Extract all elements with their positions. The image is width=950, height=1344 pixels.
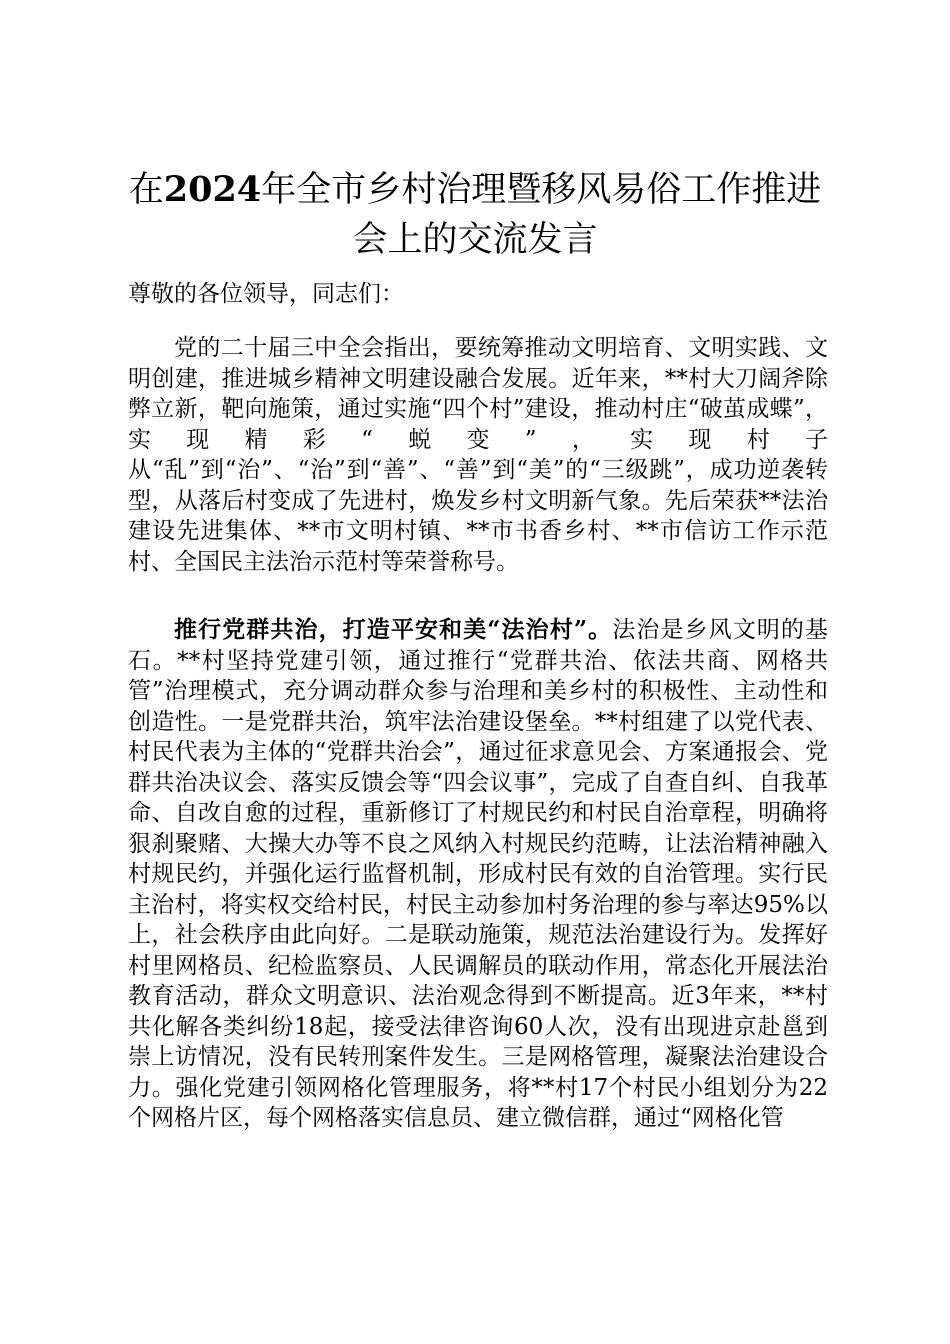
paragraph-rule-of-law bbox=[128, 615, 828, 1134]
title-year: 2024 bbox=[163, 169, 262, 210]
title-suffix: 年全市乡村治理暨移风易俗工作推进会上的交流发言 bbox=[261, 170, 822, 260]
paragraph-heading: 推行党群共治，打造平安和美“法治村”。 bbox=[174, 616, 613, 643]
paragraph-text: 党的二十届三中全会指出，要统筹推动文明培育、文明实践、文明创建，推进城乡精神文明建设融合发展。近年来，**村大刀阔斧除弊立新，靶向施策，通过实施“四个村”建设，推动村庄“破茧成蝶”，实现精彩“蜕变”，实现村子从“乱”到“治”、“治”到“善”、“善”到“美”的“三级跳”，成功逆袭转型，从落后村变成了先进村，焕发乡村文明新气象。先后荣获**法治建设先进集体、**市文明村镇、**市书香乡村、**市信访工作示范村、全国民主法治示范村等荣誉称号。 bbox=[128, 335, 828, 575]
title-prefix: 在 bbox=[128, 170, 164, 210]
paragraph-intro bbox=[128, 333, 828, 577]
paragraph-text: 法治是乡风文明的基石。**村坚持党建引领，通过推行“党群共治、依法共商、网格共管”治理模式，充分调动群众参与治理和美乡村的积极性、主动性和创造性。一是党群共治，筑牢法治建设堡垒。**村组建了以党代表、村民代表为主体的“党群共治会”，通过征求意见会、方案通报会、党群共治决议会、落实反馈会等“四会议事”，完成了自查自纠、自我革命、自改自愈的过程，重新修订了村规民约和村民自治章程，明确将狠刹聚赌、大操大办等不良之风纳入村规民约范畴，让法治精神融入村规民约，并强化运行监督机制，形成村民有效的自治管理。实行民主治村，将实权交给村民，村民主动参加村务治理的参与率达95%以上，社会秩序由此向好。二是联动施策，规范法治建设行为。发挥好村里网格员、纪检监察员、人民调解员的联动作用，常态化开展法治教育活动，群众文明意识、法治观念得到不断提高。近3年来，**村共化解各类纠纷18起，接受法律咨询60人次，没有出现进京赴邕到崇上访情况，没有民转刑案件发生。三是网格管理，凝聚法治建设合力。强化党建引领网格化管理服务，将**村17个村民小组划分为22个网格片区，每个网格落实信息员、建立微信群，通过“网格化管 bbox=[128, 617, 828, 1131]
salutation: 尊敬的各位领导，同志们： bbox=[128, 281, 404, 307]
document-title bbox=[120, 165, 830, 265]
